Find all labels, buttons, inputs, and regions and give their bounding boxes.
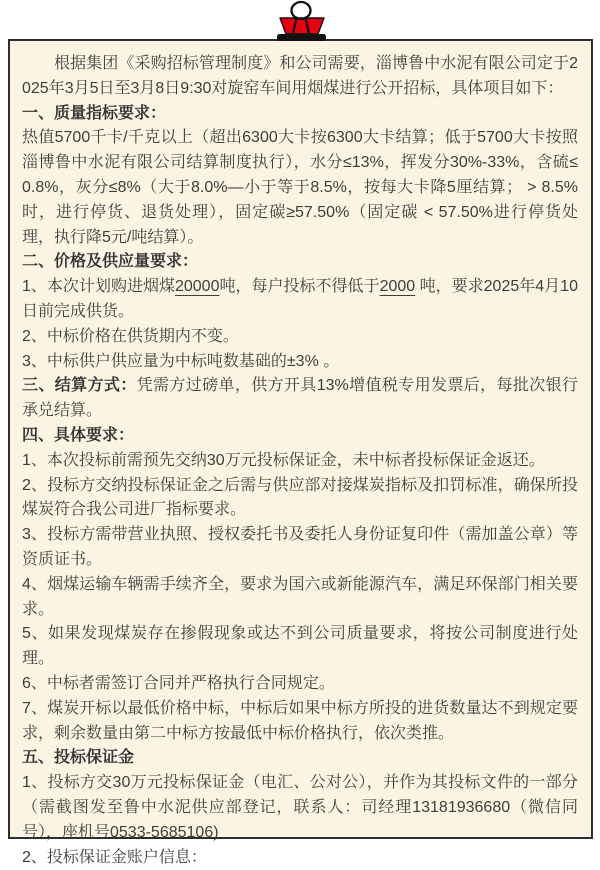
text-segment: 1、本次计划购进烟煤 — [22, 278, 175, 295]
section-5-heading — [22, 746, 578, 771]
section-1-heading — [22, 102, 578, 127]
document-body — [10, 41, 591, 870]
text-segment: 3、中标供户供应量为中标吨数基础的±3% 。 — [22, 353, 339, 370]
section-2-item-1 — [22, 275, 578, 325]
section-5-item-1 — [22, 771, 578, 845]
intro-paragraph — [22, 52, 578, 102]
text-segment: 2、中标价格在供货期内不变。 — [22, 328, 239, 345]
text-segment: 2、投标保证金账户信息： — [22, 849, 207, 866]
announcement-document — [8, 39, 593, 839]
text-segment: 根据集团《采购招标管理制度》和公司需要，淄博鲁中水泥有限公司定于2025年3月5日至3月8日9:30对旋窑车间用烟煤进行公开招标，具体项目如下： — [22, 55, 578, 97]
bold-text-segment: 二、价格及供应量要求： — [22, 253, 198, 270]
text-segment: 4、烟煤运输车辆需手续齐全，要求为国六或新能源汽车，满足环保部门相关要求。 — [22, 576, 578, 618]
section-2-item-3 — [22, 350, 578, 375]
text-segment: 热值5700千卡/千克以上（超出6300大卡按6300大卡结算；低于5700大卡按照淄博鲁中水泥有限公司结算制度执行），水分≤13%，挥发分30%-33%，含硫≤0.8%，灰分≤8%（大于8.0%—小于等于8.5%，按每大卡降5厘结算； > 8.5%时，进行停货、退货处理），固定碳≥57.50%（固定碳 < 57.50%进行停货处理，执行降5元/吨结算）。 — [22, 129, 578, 245]
section-2-item-2 — [22, 325, 578, 350]
text-segment: 1、本次投标前需预先交纳30万元投标保证金，未中标者投标保证金返还。 — [22, 452, 545, 469]
text-segment: 5、如果发现煤炭存在掺假现象或达不到公司质量要求，将按公司制度进行处理。 — [22, 625, 578, 667]
section-4-item-2 — [22, 474, 578, 524]
text-segment: 7、煤炭开标以最低价格中标，中标后如果中标方所投的进货数量达不到规定要求，剩余数量由第二中标方按最低中标价格执行，依次类推。 — [22, 700, 578, 742]
section-4-item-7 — [22, 697, 578, 747]
text-segment: 1、投标方交30万元投标保证金（电汇、公对公），并作为其投标文件的一部分（需截图发至鲁中水泥供应部登记，联系人：司经理13181936680（微信同号），座机号0533-5685106) — [22, 774, 578, 841]
text-segment: 2、投标方交纳投标保证金之后需与供应部对接煤炭指标及扣罚标准，确保所投煤炭符合我公司进厂指标要求。 — [22, 477, 578, 519]
bold-text-segment: 一、质量指标要求： — [22, 105, 166, 122]
text-segment: 吨，每户投标不得低于 — [219, 278, 379, 295]
section-1-body — [22, 126, 578, 250]
section-5-item-2 — [22, 846, 578, 870]
underlined-value: 20000 — [175, 278, 220, 295]
text-segment: 凭需方过磅单，供方开具13%增值税专用发票后，每批次银行承兑结算。 — [22, 377, 578, 419]
section-2-heading — [22, 250, 578, 275]
section-4-item-1 — [22, 449, 578, 474]
text-segment: 6、中标者需签订合同并严格执行合同规定。 — [22, 675, 335, 692]
section-4-item-4 — [22, 573, 578, 623]
bold-text-segment: 五、投标保证金 — [22, 749, 134, 766]
bold-text-segment: 四、具体要求： — [22, 427, 134, 444]
bold-text-segment: 三、结算方式： — [22, 377, 137, 394]
binder-clip-icon — [263, 0, 339, 44]
section-3-paragraph — [22, 374, 578, 424]
section-4-item-3 — [22, 523, 578, 573]
binder-clip-graphic — [263, 0, 339, 44]
text-segment: 3、投标方需带营业执照、授权委托书及委托人身份证复印件（需加盖公章）等资质证书。 — [22, 526, 578, 568]
section-4-heading — [22, 424, 578, 449]
section-4-item-6 — [22, 672, 578, 697]
underlined-value: 2000 — [380, 278, 416, 295]
section-4-item-5 — [22, 622, 578, 672]
text-segment: 吨，要求2025年4月10日前完成供货。 — [22, 278, 578, 320]
